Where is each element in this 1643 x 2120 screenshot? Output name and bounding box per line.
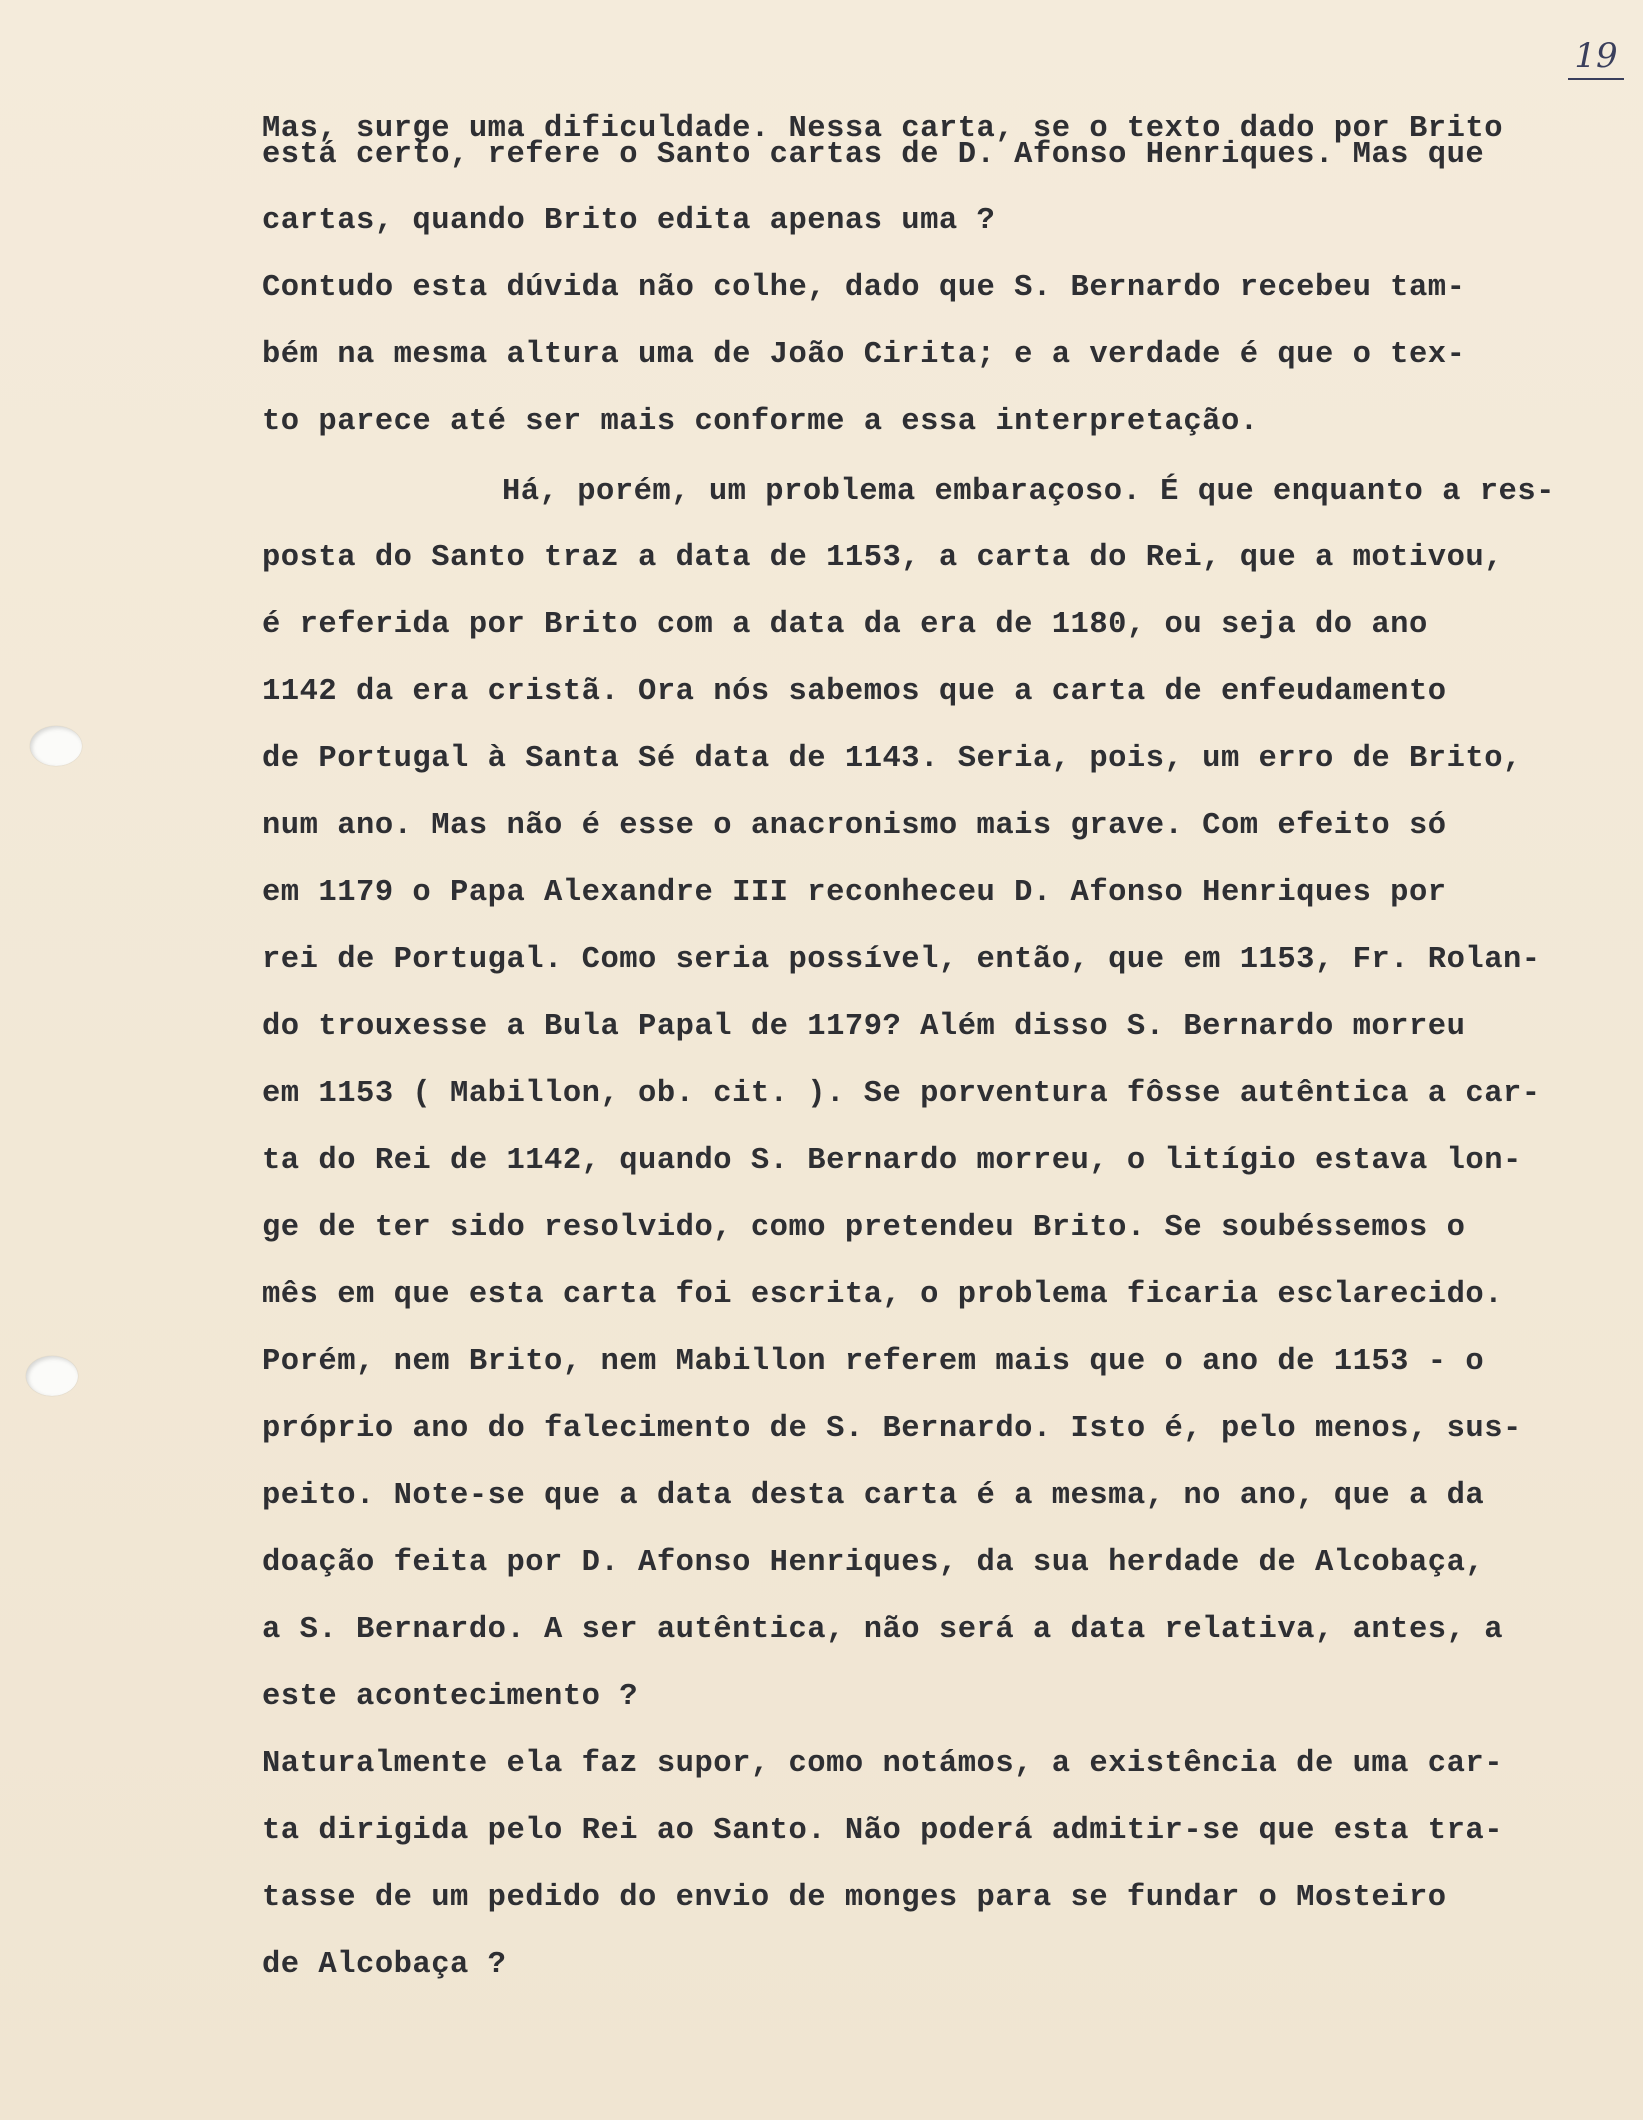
text-line: to parece até ser mais conforme a essa interpretação. <box>262 405 1259 439</box>
text-line: de Alcobaça ? <box>262 1948 507 1982</box>
text-line: é referida por Brito com a data da era de 1180, ou seja do ano <box>262 608 1428 642</box>
text-line: tasse de um pedido do envio de monges para se fundar o Mosteiro <box>262 1881 1447 1915</box>
text-line: Mas, surge uma dificuldade. Nessa carta, se o texto dado por Brito <box>262 112 1503 146</box>
text-line: este acontecimento ? <box>262 1680 639 1714</box>
text-line: Porém, nem Brito, nem Mabillon referem mais que o ano de 1153 - o <box>262 1345 1485 1379</box>
text-line: próprio ano do falecimento de S. Bernardo. Isto é, pelo menos, sus- <box>262 1412 1522 1446</box>
punch-hole <box>26 1356 78 1396</box>
text-line: a S. Bernardo. A ser autêntica, não será a data relativa, antes, a <box>262 1613 1503 1647</box>
text-line: peito. Note-se que a data desta carta é a mesma, no ano, que a da <box>262 1479 1485 1513</box>
text-line: 1142 da era cristã. Ora nós sabemos que a carta de enfeudamento <box>262 675 1447 709</box>
body-text <box>262 112 1602 1982</box>
page-number: 19 <box>1568 36 1624 80</box>
text-line: em 1179 o Papa Alexandre III reconheceu D. Afonso Henriques por <box>262 876 1447 910</box>
text-line: em 1153 ( Mabillon, ob. cit. ). Se porventura fôsse autêntica a car- <box>262 1077 1541 1111</box>
text-line: cartas, quando Brito edita apenas uma ? <box>262 204 996 238</box>
punch-hole <box>30 726 82 766</box>
text-line: num ano. Mas não é esse o anacronismo mais grave. Com efeito só <box>262 809 1447 843</box>
text-line: ta do Rei de 1142, quando S. Bernardo morreu, o litígio estava lon- <box>262 1144 1522 1178</box>
text-line: posta do Santo traz a data de 1153, a carta do Rei, que a motivou, <box>262 541 1503 575</box>
text-line: do trouxesse a Bula Papal de 1179? Além disso S. Bernardo morreu <box>262 1010 1466 1044</box>
text-line: Naturalmente ela faz supor, como notámos, a existência de uma car- <box>262 1747 1503 1781</box>
text-line: mês em que esta carta foi escrita, o problema ficaria esclarecido. <box>262 1278 1503 1312</box>
text-line: Há, porém, um problema embaraçoso. É que enquanto a res- <box>502 475 1555 509</box>
text-line: ge de ter sido resolvido, como pretendeu Brito. Se soubéssemos o <box>262 1211 1466 1245</box>
text-line: está certo, refere o Santo cartas de D. Afonso Henriques. Mas que <box>262 138 1485 172</box>
text-line: bém na mesma altura uma de João Cirita; e a verdade é que o tex- <box>262 338 1466 372</box>
text-line: ta dirigida pelo Rei ao Santo. Não poderá admitir-se que esta tra- <box>262 1814 1503 1848</box>
text-line: de Portugal à Santa Sé data de 1143. Seria, pois, um erro de Brito, <box>262 742 1522 776</box>
text-line: doação feita por D. Afonso Henriques, da sua herdade de Alcobaça, <box>262 1546 1485 1580</box>
text-line: Contudo esta dúvida não colhe, dado que S. Bernardo recebeu tam- <box>262 271 1466 305</box>
text-line: rei de Portugal. Como seria possível, então, que em 1153, Fr. Rolan- <box>262 943 1541 977</box>
